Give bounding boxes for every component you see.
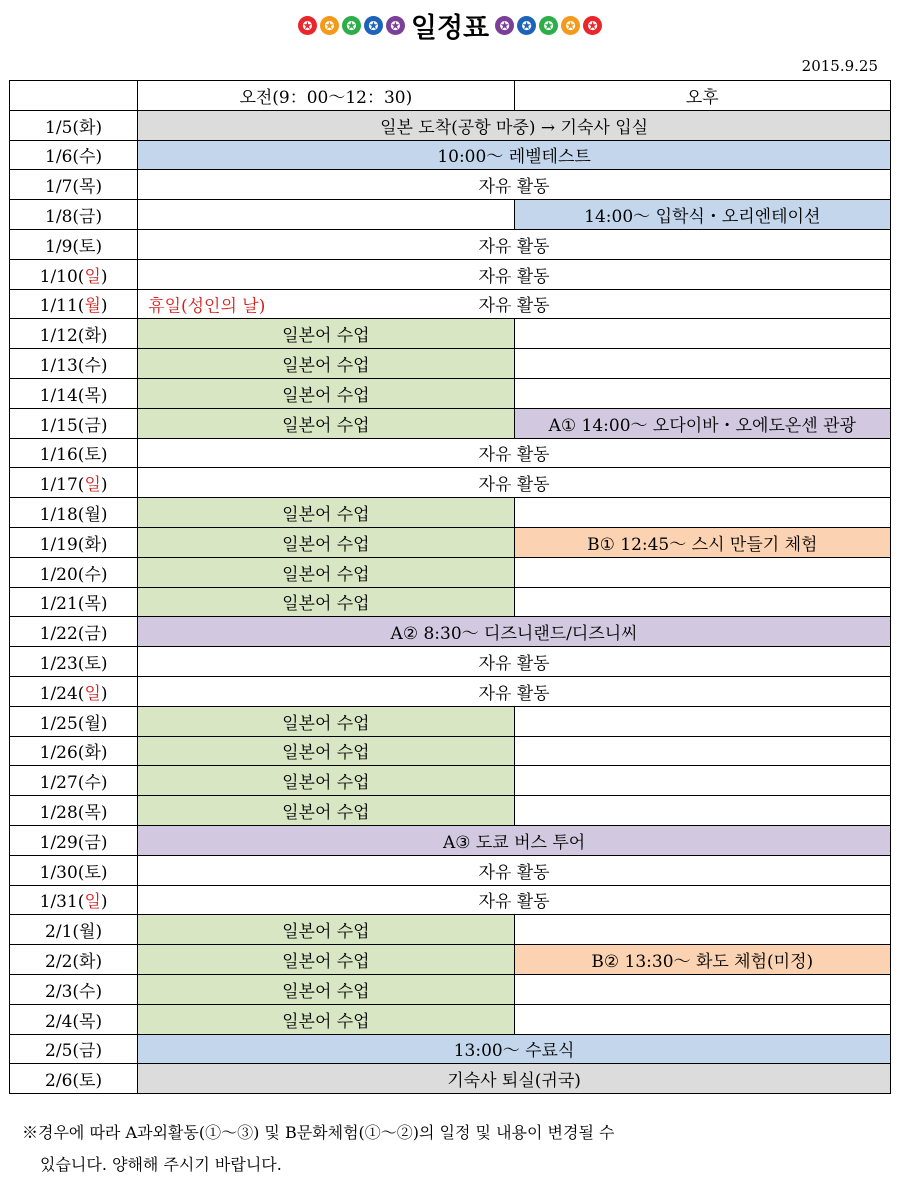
event-cell bbox=[138, 1034, 891, 1064]
am-text: 일본어 수업 bbox=[282, 415, 370, 436]
table-row bbox=[10, 378, 891, 408]
date-cell bbox=[10, 676, 138, 706]
event-text: 13:00～ 수료식 bbox=[453, 1041, 575, 1062]
date-cell bbox=[10, 557, 138, 587]
date-cell bbox=[10, 825, 138, 855]
pm-cell bbox=[514, 736, 890, 766]
date-text: 1/27( bbox=[39, 773, 85, 794]
date-paren: ) bbox=[95, 147, 103, 168]
date-text: 2/1( bbox=[45, 922, 80, 943]
schedule-table bbox=[9, 80, 891, 1094]
weekday-text: 토 bbox=[84, 445, 101, 466]
weekday-text: 수 bbox=[79, 147, 96, 168]
date-paren: ) bbox=[100, 475, 108, 496]
header-am-cell: 오전(9：00～12：30) bbox=[138, 81, 514, 111]
table-row bbox=[10, 647, 891, 677]
date-text: 1/6( bbox=[45, 147, 80, 168]
date-text: 1/7( bbox=[45, 177, 80, 198]
date-paren: ) bbox=[95, 236, 103, 257]
date-text: 1/26( bbox=[39, 743, 85, 764]
am-text: 일본어 수업 bbox=[282, 952, 370, 972]
event-text: 기숙사 퇴실(귀국) bbox=[447, 1071, 581, 1092]
footnote-line-1: ※경우에 따라 A과외활동(①～③) 및 B문화체험(①～②)의 일정 및 내용이 변경될 수 bbox=[22, 1123, 615, 1142]
table-row bbox=[10, 1004, 891, 1034]
date-paren: ) bbox=[95, 1011, 103, 1032]
am-text: 일본어 수업 bbox=[282, 385, 370, 406]
weekday-text: 목 bbox=[79, 177, 96, 198]
event-text: 자유 활동 bbox=[478, 266, 550, 287]
event-cell bbox=[138, 140, 891, 170]
date-cell bbox=[10, 498, 138, 528]
date-paren: ) bbox=[100, 505, 108, 526]
pm-text: A① 14:00～ 오다이바・오에도온센 관광 bbox=[548, 415, 856, 436]
date-text: 1/15( bbox=[39, 415, 85, 436]
am-cell bbox=[138, 527, 514, 557]
date-text: 2/2( bbox=[45, 952, 80, 972]
footnote-line-2: 있습니다. 양해해 주시기 바랍니다. bbox=[40, 1155, 282, 1174]
table-row bbox=[10, 945, 891, 975]
date-cell bbox=[10, 170, 138, 200]
document-date: 2015.9.25 bbox=[801, 57, 878, 75]
date-text: 1/21( bbox=[39, 594, 85, 615]
table-row bbox=[10, 915, 891, 945]
stars-right bbox=[495, 16, 602, 35]
date-cell bbox=[10, 200, 138, 230]
event-cell bbox=[138, 259, 891, 289]
date-cell bbox=[10, 855, 138, 885]
date-cell bbox=[10, 587, 138, 617]
event-text: A③ 도쿄 버스 투어 bbox=[442, 832, 586, 853]
date-text: 1/31( bbox=[39, 892, 85, 913]
date-paren: ) bbox=[95, 1041, 103, 1062]
table-row bbox=[10, 557, 891, 587]
am-text: 일본어 수업 bbox=[282, 981, 370, 1002]
event-cell bbox=[138, 110, 891, 140]
am-cell bbox=[138, 915, 514, 945]
date-cell bbox=[10, 349, 138, 379]
date-paren: ) bbox=[95, 1071, 103, 1092]
pm-cell bbox=[514, 349, 890, 379]
pm-text: 14:00～ 입학식・오리엔테이션 bbox=[584, 207, 821, 228]
pm-text: B① 12:45～ 스시 만들기 체험 bbox=[587, 534, 818, 555]
event-text: 자유 활동 bbox=[478, 683, 550, 704]
date-text: 1/29( bbox=[39, 832, 85, 853]
am-cell bbox=[138, 766, 514, 796]
table-row bbox=[10, 289, 891, 319]
date-paren: ) bbox=[100, 832, 108, 853]
date-paren: ) bbox=[100, 803, 108, 824]
weekday-text: 수 bbox=[84, 356, 101, 377]
date-text: 1/9( bbox=[45, 236, 80, 257]
date-paren: ) bbox=[95, 922, 103, 943]
pm-cell bbox=[514, 319, 890, 349]
date-cell bbox=[10, 617, 138, 647]
date-paren: ) bbox=[95, 117, 103, 138]
date-cell bbox=[10, 259, 138, 289]
table-row bbox=[10, 796, 891, 826]
date-cell bbox=[10, 229, 138, 259]
table-row bbox=[10, 229, 891, 259]
event-cell bbox=[138, 647, 891, 677]
pm-cell bbox=[514, 706, 890, 736]
am-text: 일본어 수업 bbox=[282, 922, 370, 943]
date-paren: ) bbox=[100, 356, 108, 377]
pm-text: B② 13:30～ 화도 체험 bbox=[591, 952, 768, 972]
table-row bbox=[10, 1034, 891, 1064]
weekday-text: 화 bbox=[84, 326, 101, 347]
date-paren: ) bbox=[100, 624, 108, 645]
event-text: 자유 활동 bbox=[478, 892, 550, 913]
pm-cell bbox=[514, 378, 890, 408]
table-row bbox=[10, 885, 891, 915]
weekday-text: 금 bbox=[84, 624, 101, 645]
am-cell bbox=[138, 200, 514, 230]
am-cell bbox=[138, 736, 514, 766]
weekday-text: 월 bbox=[84, 296, 101, 317]
weekday-text: 목 bbox=[84, 803, 101, 824]
date-cell bbox=[10, 468, 138, 498]
date-cell bbox=[10, 1064, 138, 1094]
table-row bbox=[10, 1064, 891, 1094]
am-cell bbox=[138, 974, 514, 1004]
date-text: 1/11( bbox=[39, 296, 85, 317]
pm-cell bbox=[514, 945, 890, 975]
table-row bbox=[10, 825, 891, 855]
date-paren: ) bbox=[100, 564, 108, 585]
footnote bbox=[22, 1117, 614, 1181]
weekday-text: 목 bbox=[84, 385, 101, 406]
weekday-text: 목 bbox=[84, 594, 101, 615]
date-text: 1/23( bbox=[39, 654, 85, 675]
pm-cell bbox=[514, 498, 890, 528]
pm-cell bbox=[514, 915, 890, 945]
header-pm-cell: 오후 bbox=[514, 81, 890, 111]
star-icon: ✪ bbox=[495, 16, 514, 35]
event-cell bbox=[138, 825, 891, 855]
weekday-text: 금 bbox=[84, 832, 101, 853]
am-cell bbox=[138, 945, 514, 975]
date-paren: ) bbox=[100, 266, 108, 287]
date-text: 1/24( bbox=[39, 683, 85, 704]
table-header-row bbox=[10, 81, 891, 111]
pm-cell bbox=[514, 200, 890, 230]
star-icon: ✪ bbox=[298, 16, 317, 35]
date-text: 2/3( bbox=[45, 981, 80, 1002]
table-row bbox=[10, 855, 891, 885]
table-row bbox=[10, 974, 891, 1004]
star-icon: ✪ bbox=[320, 16, 339, 35]
date-text: 1/17( bbox=[39, 475, 85, 496]
date-paren: ) bbox=[95, 177, 103, 198]
weekday-text: 수 bbox=[84, 564, 101, 585]
pm-cell bbox=[514, 527, 890, 557]
date-text: 2/6( bbox=[45, 1071, 80, 1092]
date-text: 1/22( bbox=[39, 624, 85, 645]
event-text: 자유 활동 bbox=[478, 445, 550, 466]
weekday-text: 화 bbox=[79, 952, 96, 972]
table-row bbox=[10, 170, 891, 200]
date-text: 1/18( bbox=[39, 505, 85, 526]
header-date-cell bbox=[10, 81, 138, 111]
table-row bbox=[10, 259, 891, 289]
weekday-text: 토 bbox=[79, 236, 96, 257]
date-cell bbox=[10, 766, 138, 796]
date-cell bbox=[10, 974, 138, 1004]
date-text: 1/16( bbox=[39, 445, 85, 466]
date-text: 2/4( bbox=[45, 1011, 80, 1032]
date-paren: ) bbox=[95, 207, 103, 228]
event-text: 자유 활동 bbox=[478, 654, 550, 675]
event-cell bbox=[138, 1064, 891, 1094]
date-cell bbox=[10, 885, 138, 915]
pm-cell bbox=[514, 1004, 890, 1034]
event-cell bbox=[138, 289, 891, 319]
event-cell bbox=[138, 438, 891, 468]
table-row bbox=[10, 527, 891, 557]
date-text: 1/19( bbox=[39, 534, 85, 555]
event-cell bbox=[138, 676, 891, 706]
weekday-text: 토 bbox=[79, 1071, 96, 1092]
date-paren: ) bbox=[100, 713, 108, 734]
am-cell bbox=[138, 796, 514, 826]
table-row bbox=[10, 587, 891, 617]
am-text: 일본어 수업 bbox=[282, 713, 370, 734]
pm-cell bbox=[514, 557, 890, 587]
am-cell bbox=[138, 706, 514, 736]
table-row bbox=[10, 676, 891, 706]
star-icon: ✪ bbox=[539, 16, 558, 35]
star-icon: ✪ bbox=[517, 16, 536, 35]
weekday-text: 화 bbox=[84, 534, 101, 555]
star-icon: ✪ bbox=[364, 16, 383, 35]
table-row bbox=[10, 408, 891, 438]
holiday-note: 휴일(성인의 날) bbox=[148, 296, 266, 317]
table-row bbox=[10, 498, 891, 528]
pm-cell bbox=[514, 587, 890, 617]
table-row bbox=[10, 110, 891, 140]
event-text: A② 8:30～ 디즈니랜드/디즈니씨 bbox=[390, 624, 638, 645]
weekday-text: 월 bbox=[79, 922, 96, 943]
am-cell bbox=[138, 408, 514, 438]
date-cell bbox=[10, 319, 138, 349]
weekday-text: 목 bbox=[79, 1011, 96, 1032]
table-row bbox=[10, 200, 891, 230]
pm-cell bbox=[514, 408, 890, 438]
date-cell bbox=[10, 527, 138, 557]
am-cell bbox=[138, 498, 514, 528]
date-cell bbox=[10, 736, 138, 766]
event-cell bbox=[138, 617, 891, 647]
event-cell bbox=[138, 855, 891, 885]
event-text: 자유 활동 bbox=[478, 236, 550, 257]
weekday-text: 월 bbox=[84, 713, 101, 734]
am-text: 일본어 수업 bbox=[282, 505, 370, 526]
date-paren: ) bbox=[100, 862, 108, 883]
table-row bbox=[10, 706, 891, 736]
table-row bbox=[10, 766, 891, 796]
am-text: 일본어 수업 bbox=[282, 773, 370, 794]
table-row bbox=[10, 438, 891, 468]
am-cell bbox=[138, 1004, 514, 1034]
date-paren: ) bbox=[100, 773, 108, 794]
date-text: 1/5( bbox=[45, 117, 80, 138]
table-row bbox=[10, 140, 891, 170]
pm-cell bbox=[514, 766, 890, 796]
date-text: 1/28( bbox=[39, 803, 85, 824]
am-text: 일본어 수업 bbox=[282, 326, 370, 347]
date-paren: ) bbox=[95, 952, 103, 972]
event-text: 자유 활동 bbox=[478, 475, 550, 496]
date-paren: ) bbox=[100, 385, 108, 406]
table-row bbox=[10, 319, 891, 349]
weekday-text: 토 bbox=[84, 654, 101, 675]
star-icon: ✪ bbox=[583, 16, 602, 35]
pm-cell bbox=[514, 974, 890, 1004]
star-icon: ✪ bbox=[386, 16, 405, 35]
date-paren: ) bbox=[100, 445, 108, 466]
date-cell bbox=[10, 140, 138, 170]
event-text: 10:00～ 레벨테스트 bbox=[437, 147, 591, 168]
date-paren: ) bbox=[100, 326, 108, 347]
table-row bbox=[10, 349, 891, 379]
pm-cell bbox=[514, 796, 890, 826]
am-cell bbox=[138, 319, 514, 349]
event-text: 자유 활동 bbox=[478, 862, 550, 883]
date-text: 1/13( bbox=[39, 356, 85, 377]
weekday-text: 수 bbox=[79, 981, 96, 1002]
date-cell bbox=[10, 110, 138, 140]
weekday-text: 금 bbox=[84, 415, 101, 436]
date-text: 2/5( bbox=[45, 1041, 80, 1062]
date-paren: ) bbox=[100, 296, 108, 317]
date-text: 1/25( bbox=[39, 713, 85, 734]
am-text: 일본어 수업 bbox=[282, 534, 370, 555]
date-cell bbox=[10, 915, 138, 945]
am-text: 일본어 수업 bbox=[282, 803, 370, 824]
am-text: 일본어 수업 bbox=[282, 743, 370, 764]
date-cell bbox=[10, 647, 138, 677]
date-cell bbox=[10, 706, 138, 736]
date-text: 1/30( bbox=[39, 862, 85, 883]
weekday-text: 금 bbox=[79, 1041, 96, 1062]
date-text: 1/14( bbox=[39, 385, 85, 406]
am-cell bbox=[138, 378, 514, 408]
date-cell bbox=[10, 289, 138, 319]
event-cell bbox=[138, 170, 891, 200]
event-cell bbox=[138, 468, 891, 498]
weekday-text: 수 bbox=[84, 773, 101, 794]
event-cell bbox=[138, 229, 891, 259]
am-cell bbox=[138, 587, 514, 617]
date-paren: ) bbox=[100, 415, 108, 436]
weekday-text: 일 bbox=[84, 475, 101, 496]
table-row bbox=[10, 617, 891, 647]
date-cell bbox=[10, 408, 138, 438]
star-icon: ✪ bbox=[561, 16, 580, 35]
date-cell bbox=[10, 945, 138, 975]
event-text: 자유 활동 bbox=[478, 177, 550, 198]
am-cell bbox=[138, 349, 514, 379]
date-paren: ) bbox=[95, 981, 103, 1002]
weekday-text: 금 bbox=[79, 207, 96, 228]
table-row bbox=[10, 736, 891, 766]
am-cell bbox=[138, 557, 514, 587]
date-paren: ) bbox=[100, 654, 108, 675]
page-title: 일정표 bbox=[410, 13, 490, 44]
event-text: 자유 활동 bbox=[478, 296, 550, 317]
date-paren: ) bbox=[100, 534, 108, 555]
date-text: 1/20( bbox=[39, 564, 85, 585]
schedule-body bbox=[10, 110, 891, 1093]
date-cell bbox=[10, 1034, 138, 1064]
event-cell bbox=[138, 885, 891, 915]
am-text: 일본어 수업 bbox=[282, 594, 370, 615]
weekday-text: 일 bbox=[84, 683, 101, 704]
date-text: 1/10( bbox=[39, 266, 85, 287]
date-text: 1/8( bbox=[45, 207, 80, 228]
star-icon: ✪ bbox=[342, 16, 361, 35]
weekday-text: 일 bbox=[84, 266, 101, 287]
weekday-text: 화 bbox=[84, 743, 101, 764]
weekday-text: 월 bbox=[84, 505, 101, 526]
am-text: 일본어 수업 bbox=[282, 564, 370, 585]
date-paren: ) bbox=[100, 683, 108, 704]
date-cell bbox=[10, 1004, 138, 1034]
weekday-text: 토 bbox=[84, 862, 101, 883]
pm-suffix: (미정) bbox=[767, 952, 814, 972]
am-text: 일본어 수업 bbox=[282, 1011, 370, 1032]
date-cell bbox=[10, 438, 138, 468]
title-bar bbox=[0, 6, 900, 44]
stars-left bbox=[298, 16, 405, 35]
am-text: 일본어 수업 bbox=[282, 356, 370, 377]
date-paren: ) bbox=[100, 892, 108, 913]
date-paren: ) bbox=[100, 594, 108, 615]
date-paren: ) bbox=[100, 743, 108, 764]
weekday-text: 일 bbox=[84, 892, 101, 913]
event-text: 일본 도착(공항 마중) → 기숙사 입실 bbox=[380, 117, 649, 138]
table-row bbox=[10, 468, 891, 498]
date-text: 1/12( bbox=[39, 326, 85, 347]
weekday-text: 화 bbox=[79, 117, 96, 138]
date-cell bbox=[10, 796, 138, 826]
title-inner bbox=[298, 6, 602, 45]
date-cell bbox=[10, 378, 138, 408]
